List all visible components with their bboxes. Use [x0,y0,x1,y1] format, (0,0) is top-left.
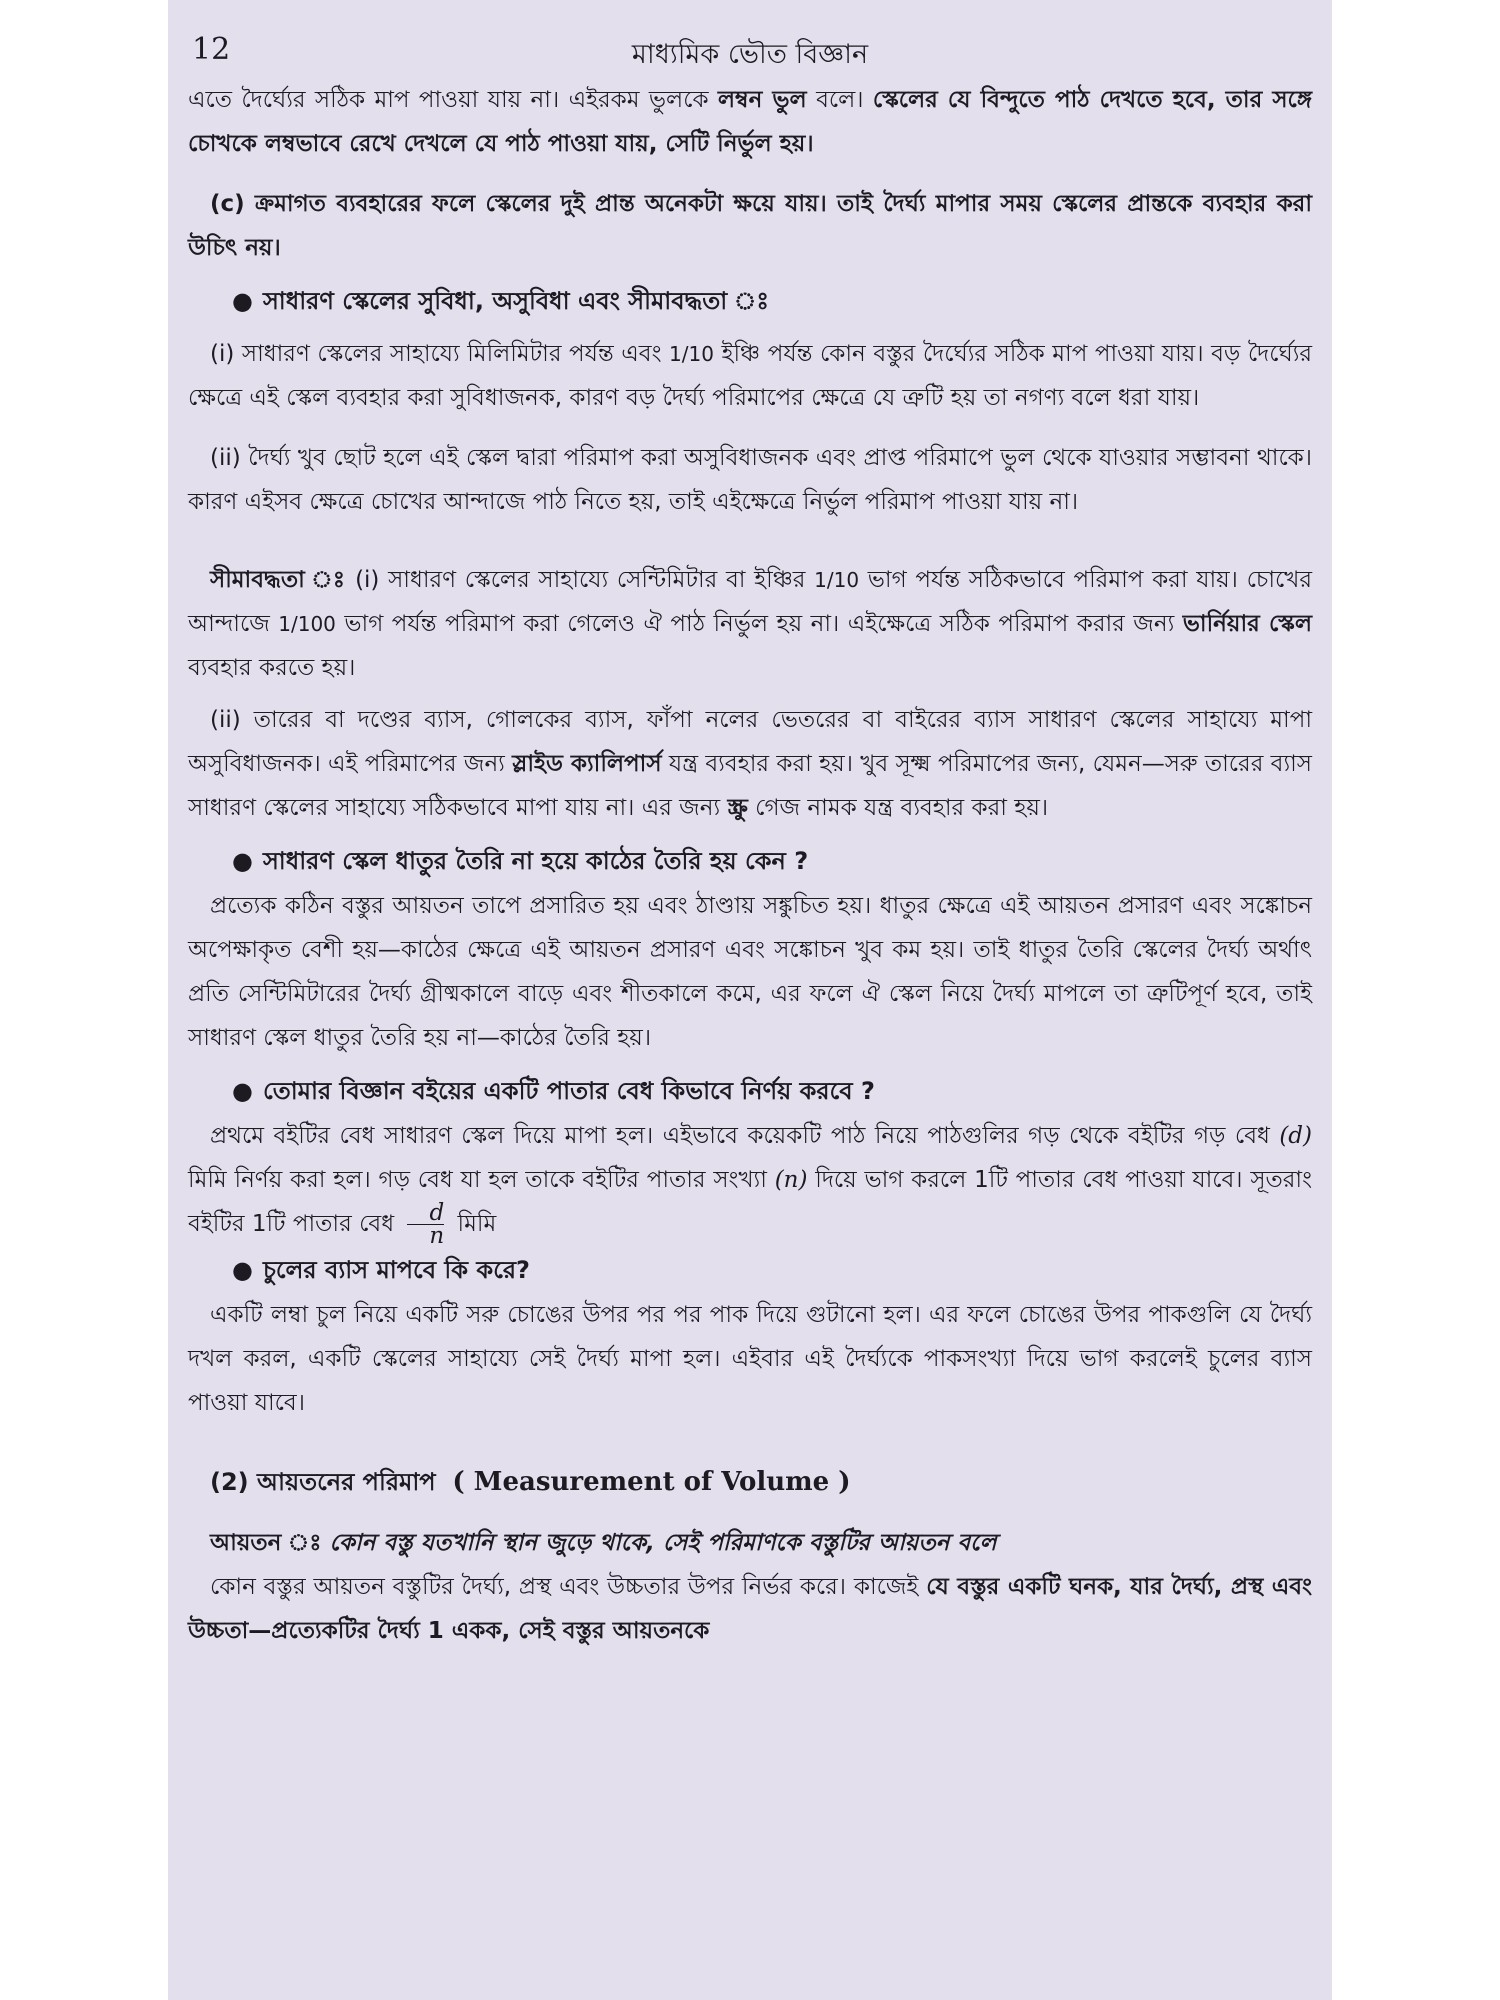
bullet-icon: ● [232,1256,253,1284]
heading-hair-diameter: ● চুলের ব্যাস মাপবে কি করে? [188,1247,1312,1293]
running-title: মাধ্যমিক ভৌত বিজ্ঞান [631,39,869,70]
bullet-icon: ● [232,287,253,315]
heading-wood-scale: ● সাধারণ স্কেল ধাতুর তৈরি না হয়ে কাঠের তৈরি হয় কেন ? [188,838,1312,884]
paragraph-scale-edge: (c) ক্রমাগত ব্যবহারের ফলে স্কেলের দুই প্রান্ত অনেকটা ক্ষয়ে যায়। তাই দৈর্ঘ্য মাপার সময় স্কেলের প্রান্তকে ব্যবহার করা উচিৎ নয়। [188,191,1312,261]
page-number: 12 [192,32,231,67]
paragraph-parallax-error: এতে দৈর্ঘ্যের সঠিক মাপ পাওয়া যায় না। এইরকম ভুলকে লম্বন ভুল বলে। স্কেলের যে বিন্দুতে পাঠ দেখতে হবে, তার সঙ্গে চোখকে লম্বভাবে রেখে দেখলে যে পাঠ পাওয়া যায়, সেটি নির্ভুল হয়। [188,87,1313,157]
paragraph-advantage-1: (i) সাধারণ স্কেলের সাহায্যে মিলিমিটার পর্যন্ত এবং 1/10 ইঞ্চি পর্যন্ত কোন বস্তুর দৈর্ঘ্যের সঠিক মাপ পাওয়া যায়। বড় দৈর্ঘ্যের ক্ষেত্রে এই স্কেল ব্যবহার করা সুবিধাজনক, কারণ বড় দৈর্ঘ্য পরিমাপের ক্ষেত্রে যে ত্রুটি হয় তা নগণ্য বলে ধরা যায়। [188,341,1313,411]
paragraph-volume-dependence: কোন বস্তুর আয়তন বস্তুটির দৈর্ঘ্য, প্রস্থ এবং উচ্চতার উপর নির্ভর করে। কাজেই যে বস্তুর একটি ঘনক, যার দৈর্ঘ্য, প্রস্থ এবং উচ্চতা—প্রত্যেকটির দৈর্ঘ্য 1 একক, সেই বস্তুর আয়তনকে [188,1574,1312,1644]
fraction-d-over-n: $\frac{d}{n}$ [407,1202,444,1247]
heading-volume-measurement: (2) আয়তনের পরিমাপ ( Measurement of Volume ) [210,1467,851,1497]
paragraph-page-thickness: প্রথমে বইটির বেধ সাধারণ স্কেল দিয়ে মাপা হল। এইভাবে কয়েকটি পাঠ নিয়ে পাঠগুলির গড় থেকে বইটির গড় বেধ (d) মিমি নির্ণয় করা হল। গড় বেধ যা হল তাকে বইটির পাতার সংখ্যা (n) দিয়ে ভাগ করলে 1টি পাতার বেধ পাওয়া যাবে। সূতরাং বইটির 1টি পাতার বেধ $\frac{d}{n}$ মিমি [188,1123,1312,1249]
paragraph-advantage-2: (ii) দৈর্ঘ্য খুব ছোট হলে এই স্কেল দ্বারা পরিমাপ করা অসুবিধাজনক এবং প্রাপ্ত পরিমাপে ভুল থেকে যাওয়ার সম্ভাবনা থাকে। কারণ এইসব ক্ষেত্রে চোখের আন্দাজে পাঠ নিতে হয়, তাই এইক্ষেত্রে নির্ভুল পরিমাপ পাওয়া যায় না। [188,445,1312,515]
paragraph-hair-diameter: একটি লম্বা চুল নিয়ে একটি সরু চোঙের উপর পর পর পাক দিয়ে গুটানো হল। এর ফলে চোঙের উপর পাকগুলি যে দৈর্ঘ্য দখল করল, একটি স্কেলের সাহায্যে সেই দৈর্ঘ্য মাপা হল। এইবার এই দৈর্ঘ্যকে পাকসংখ্যা দিয়ে ভাগ করলেই চুলের ব্যাস পাওয়া যাবে। [188,1302,1312,1416]
paragraph-limitations-1: সীমাবদ্ধতা ঃ (i) সাধারণ স্কেলের সাহায্যে সেন্টিমিটার বা ইঞ্চির 1/10 ভাগ পর্যন্ত সঠিকভাবে পরিমাপ করা যায়। চোখের আন্দাজে 1/100 ভাগ পর্যন্ত পরিমাপ করা গেলেও ঐ পাঠ নির্ভুল হয় না। এইক্ষেত্রে সঠিক পরিমাপ করার জন্য ভার্নিয়ার স্কেল ব্যবহার করতে হয়। [188,567,1313,681]
paragraph-wood-scale: প্রত্যেক কঠিন বস্তুর আয়তন তাপে প্রসারিত হয় এবং ঠাণ্ডায় সঙ্কুচিত হয়। ধাতুর ক্ষেত্রে এই আয়তন প্রসারণ এবং সঙ্কোচন অপেক্ষাকৃত বেশী হয়—কাঠের ক্ষেত্রে এই আয়তন প্রসারণ এবং সঙ্কোচন খুব কম হয়। তাই ধাতুর তৈরি স্কেলের দৈর্ঘ্য অর্থাৎ প্রতি সেন্টিমিটারের দৈর্ঘ্য গ্রীষ্মকালে বাড়ে এবং শীতকালে কমে, এর ফলে ঐ স্কেল নিয়ে দৈর্ঘ্য মাপলে তা ত্রুটিপূর্ণ হবে, তাই সাধারণ স্কেল ধাতুর তৈরি হয় না—কাঠের তৈরি হয়। [188,893,1312,1051]
bullet-icon: ● [232,1077,253,1105]
heading-page-thickness: ● তোমার বিজ্ঞান বইয়ের একটি পাতার বেধ কিভাবে নির্ণয় করবে ? [188,1068,1312,1114]
paragraph-limitations-2: (ii) তারের বা দণ্ডের ব্যাস, গোলকের ব্যাস, ফাঁপা নলের ভেতরের বা বাইরের ব্যাস সাধারণ স্কেলের সাহায্যে মাপা অসুবিধাজনক। এই পরিমাপের জন্য স্লাইড ক্যালিপার্স যন্ত্র ব্যবহার করা হয়। খুব সূক্ষ্ম পরিমাপের জন্য, যেমন—সরু তারের ব্যাস সাধারণ স্কেলের সাহায্যে সঠিকভাবে মাপা যায় না। এর জন্য স্ক্রু গেজ নামক যন্ত্র ব্যবহার করা হয়। [188,707,1312,821]
bullet-icon: ● [232,847,253,875]
page-header [188,28,1312,78]
paragraph-volume-definition: আয়তন ঃ কোন বস্তু যতখানি স্থান জুড়ে থাকে, সেই পরিমাণকে বস্তুটির আয়তন বলে [210,1530,997,1556]
book-page [168,0,1332,2000]
heading-scale-advantages: ● সাধারণ স্কেলের সুবিধা, অসুবিধা এবং সীমাবদ্ধতা ঃ [188,278,1312,324]
